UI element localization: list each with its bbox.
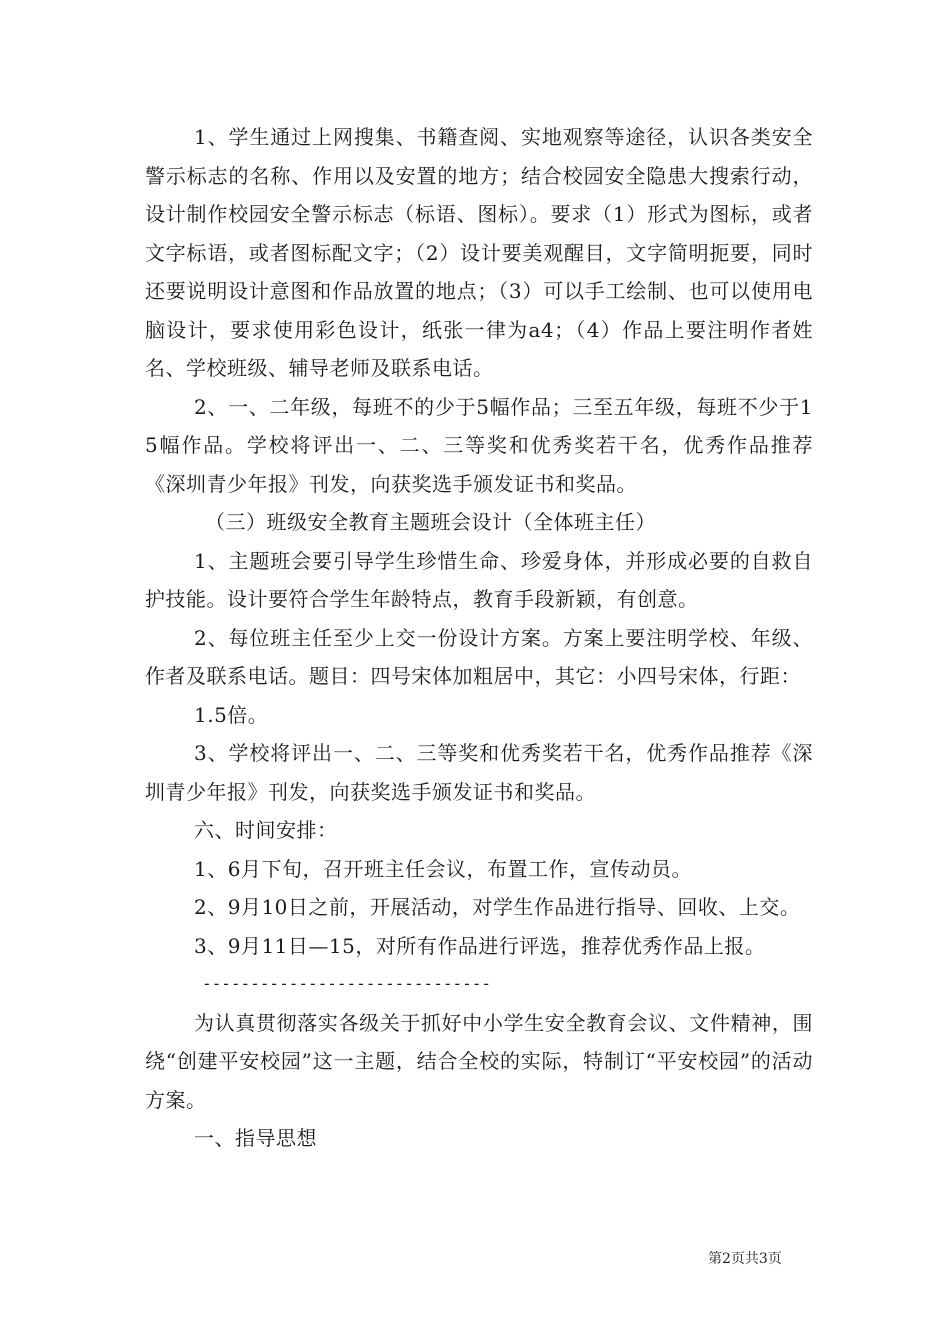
section-heading: 一、指导思想 xyxy=(194,1126,317,1150)
paragraph: 1.5倍。 xyxy=(194,702,269,727)
section-heading: （三）班级安全教育主题班会设计（全体班主任） xyxy=(205,510,656,534)
paragraph: 为认真贯彻落实各级关于抓好中小学生安全教育会议、文件精神，围绕“创建平安校园”这一主题，结合全校的实际，特制订“平安校园”的活动方案。 xyxy=(145,1010,813,1112)
paragraph: 2、9月10日之前，开展活动，对学生作品进行指导、回收、上交。 xyxy=(194,895,801,919)
section-heading: 六、时间安排： xyxy=(194,818,338,842)
paragraph: 1、主题班会要引导学生珍惜生命、珍爱身体，并形成必要的自救自护技能。设计要符合学生年龄特点，教育手段新颖，有创意。 xyxy=(145,548,813,611)
page-number: 第2页共3页 xyxy=(708,1251,782,1267)
paragraph: 3、学校将评出一、二、三等奖和优秀奖若干名，优秀作品推荐《深圳青少年报》刊发，向获奖选手颁发证书和奖品。 xyxy=(145,741,813,804)
document-body xyxy=(145,118,813,1158)
dashed-divider: ------------------------------ xyxy=(202,974,491,993)
paragraph: 3、9月11日—15，对所有作品进行评选，推荐优秀作品上报。 xyxy=(194,933,766,958)
paragraph: 1、6月下旬，召开班主任会议，布置工作，宣传动员。 xyxy=(194,856,692,881)
paragraph: 2、每位班主任至少上交一份设计方案。方案上要注明学校、年级、作者及联系电话。题目：四号宋体加粗居中，其它：小四号宋体，行距： xyxy=(145,625,813,688)
paragraph: 2、一、二年级，每班不的少于5幅作品；三至五年级，每班不少于15幅作品。学校将评出一、二、三等奖和优秀奖若干名，优秀作品推荐《深圳青少年报》刊发，向获奖选手颁发证书和奖品。 xyxy=(145,394,813,496)
paragraph: 1、学生通过上网搜集、书籍查阅、实地观察等途径，认识各类安全警示标志的名称、作用以及安置的地方；结合校园安全隐患大搜索行动，设计制作校园安全警示标志（标语、图标）。要求（1）形式为图标，或者文字标语，或者图标配文字；（2）设计要美观醒目，文字简明扼要，同时还要说明设计意图和作品放置的地点；（3）可以手工绘制、也可以使用电脑设计，要求使用彩色设计，纸张一律为a4；（4）作品上要注明作者姓名、学校班级、辅导老师及联系电话。 xyxy=(145,125,813,380)
